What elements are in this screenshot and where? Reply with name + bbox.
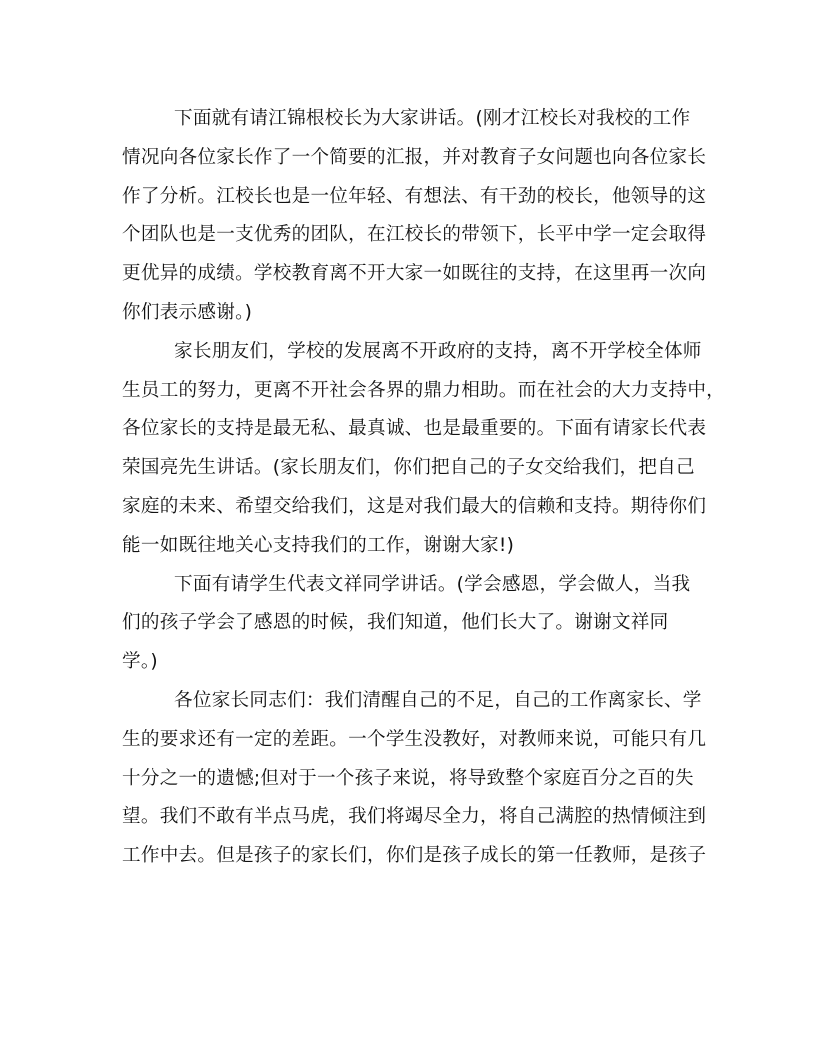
text-line: 能一如既往地关心支持我们的工作，谢谢大家!) [122,534,515,556]
text-line: 情况向各位家长作了一个简要的汇报，并对教育子女问题也向各位家长 [122,146,707,168]
paragraph-principal-speech [122,100,707,333]
text-line: 下面有请学生代表文祥同学讲话。(学会感恩，学会做人，当我 [174,573,691,595]
document-body [122,100,726,876]
text-line: 下面就有请江锦根校长为大家讲话。(刚才江校长对我校的工作 [174,108,691,129]
text-line: 个团队也是一支优秀的团队，在江校长的带领下，长平中学一定会取得 [122,224,707,246]
paragraph-parent-representative [122,333,726,566]
text-line: 学。) [122,651,158,673]
text-line: 作了分析。江校长也是一位年轻、有想法、有干劲的校长，他领导的这 [122,185,707,207]
text-line: 各位家长同志们：我们清醒自己的不足，自己的工作离家长、学 [174,689,702,711]
text-line: 生员工的努力，更离不开社会各界的鼎力相助。而在社会的大力支持中， [122,379,726,401]
text-line: 更优异的成绩。学校教育离不开大家一如既往的支持，在这里再一次向 [122,263,707,285]
paragraph-address-to-parents [122,682,707,876]
text-line: 家长朋友们，学校的发展离不开政府的支持，离不开学校全体师 [174,340,702,362]
text-line: 十分之一的遗憾;但对于一个孩子来说，将导致整个家庭百分之百的失 [122,767,694,789]
text-line: 生的要求还有一定的差距。一个学生没教好，对教师来说，可能只有几 [122,728,707,750]
text-line: 各位家长的支持是最无私、最真诚、也是最重要的。下面有请家长代表 [122,418,707,440]
text-line: 你们表示感谢。) [122,301,253,323]
text-line: 们的孩子学会了感恩的时候，我们知道，他们长大了。谢谢文祥同 [122,612,669,634]
text-line: 家庭的未来、希望交给我们，这是对我们最大的信赖和支持。期待你们 [122,495,707,517]
text-line: 工作中去。但是孩子的家长们，你们是孩子成长的第一任教师，是孩子 [122,845,707,867]
paragraph-student-representative [122,566,698,682]
text-line: 荣国亮先生讲话。(家长朋友们，你们把自己的子女交给我们，把自己 [122,457,695,479]
text-line: 望。我们不敢有半点马虎，我们将竭尽全力，将自己满腔的热情倾注到 [122,806,707,828]
